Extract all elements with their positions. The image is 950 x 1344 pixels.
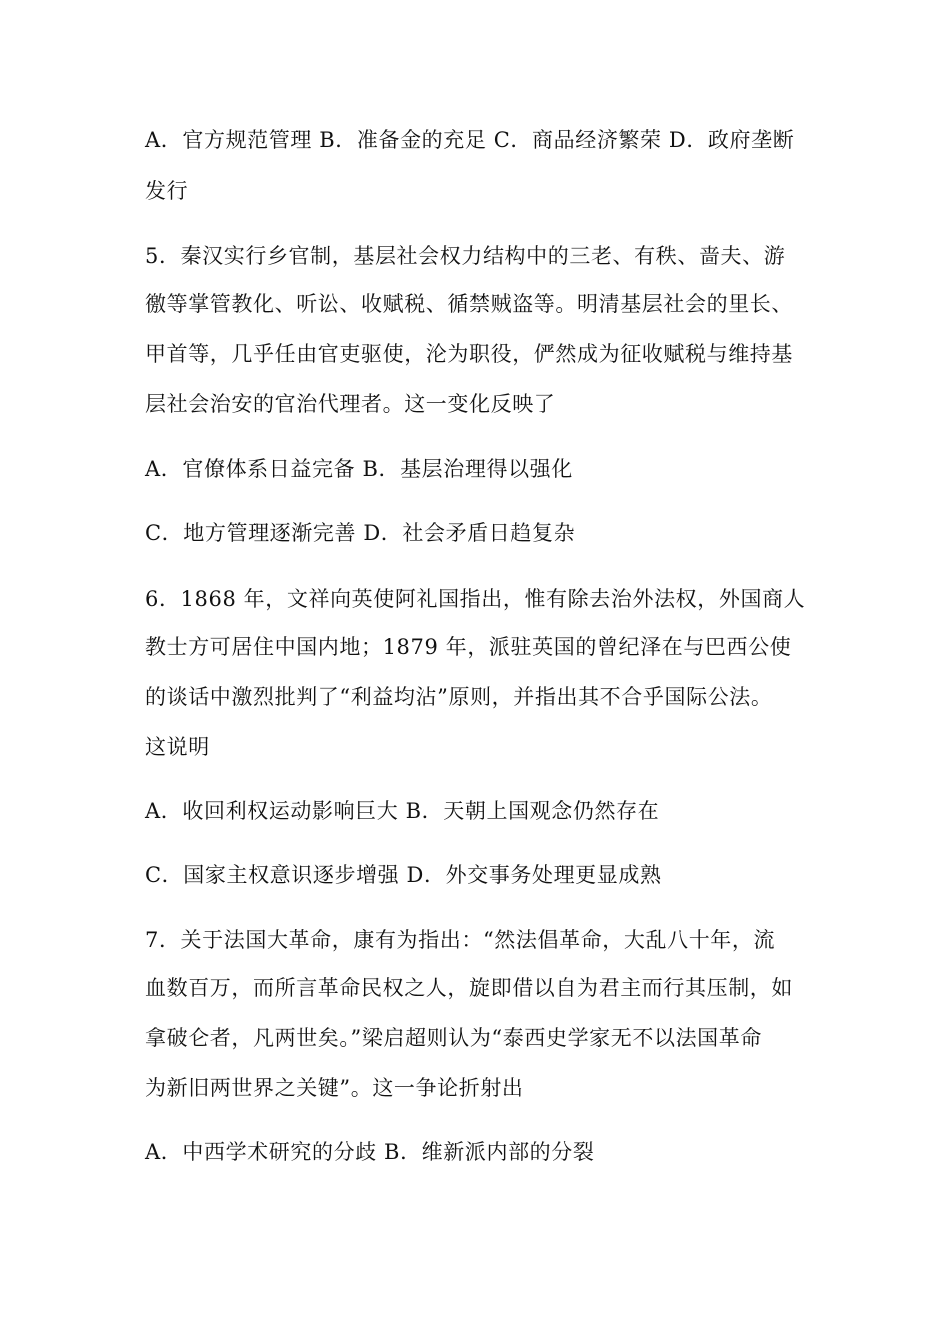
q7-options-ab: A．中西学术研究的分歧 B．维新派内部的分裂 [145, 1140, 595, 1164]
q5-stem-line: 徼等掌管教化、听讼、收赋税、循禁贼盗等。明清基层社会的里长、 [145, 292, 793, 316]
q7-stem-line: 血数百万，而所言革命民权之人，旋即借以自为君主而行其压制，如 [145, 976, 793, 1000]
q5-stem-line: 5．秦汉实行乡官制，基层社会权力结构中的三老、有秩、啬夫、游 [145, 244, 786, 268]
q6-options-cd: C．国家主权意识逐步增强 D．外交事务处理更显成熟 [145, 863, 662, 887]
q4-options-continuation: 发行 [145, 179, 189, 203]
q5-options-ab: A．官僚体系日益完备 B．基层治理得以强化 [145, 457, 573, 481]
q6-stem-line: 的谈话中激烈批判了“利益均沾”原则，并指出其不合乎国际公法。 [145, 685, 773, 709]
q6-stem-line: 6．1868 年，文祥向英使阿礼国指出，惟有除去治外法权，外国商人 [145, 587, 806, 611]
q6-stem-line: 这说明 [145, 735, 210, 759]
q4-options-line: A．官方规范管理 B．准备金的充足 C．商品经济繁荣 D．政府垄断 [145, 128, 795, 152]
q7-stem-line: 为新旧两世界之关键”。这一争论折射出 [145, 1076, 524, 1100]
q5-stem-line: 层社会治安的官治代理者。这一变化反映了 [145, 392, 556, 416]
q7-stem-line: 7．关于法国大革命，康有为指出：“然法倡革命，大乱八十年，流 [145, 928, 776, 952]
q6-options-ab: A．收回利权运动影响巨大 B．天朝上国观念仍然存在 [145, 799, 660, 823]
q5-stem-line: 甲首等，几乎任由官吏驱使，沦为职役，俨然成为征收赋税与维持基 [145, 342, 793, 366]
q6-stem-line: 教士方可居住中国内地；1879 年，派驻英国的曾纪泽在与巴西公使 [145, 635, 792, 659]
q5-options-cd: C．地方管理逐渐完善 D．社会矛盾日趋复杂 [145, 521, 576, 545]
q7-stem-line: 拿破仑者，凡两世矣。”梁启超则认为“泰西史学家无不以法国革命 [145, 1026, 762, 1050]
